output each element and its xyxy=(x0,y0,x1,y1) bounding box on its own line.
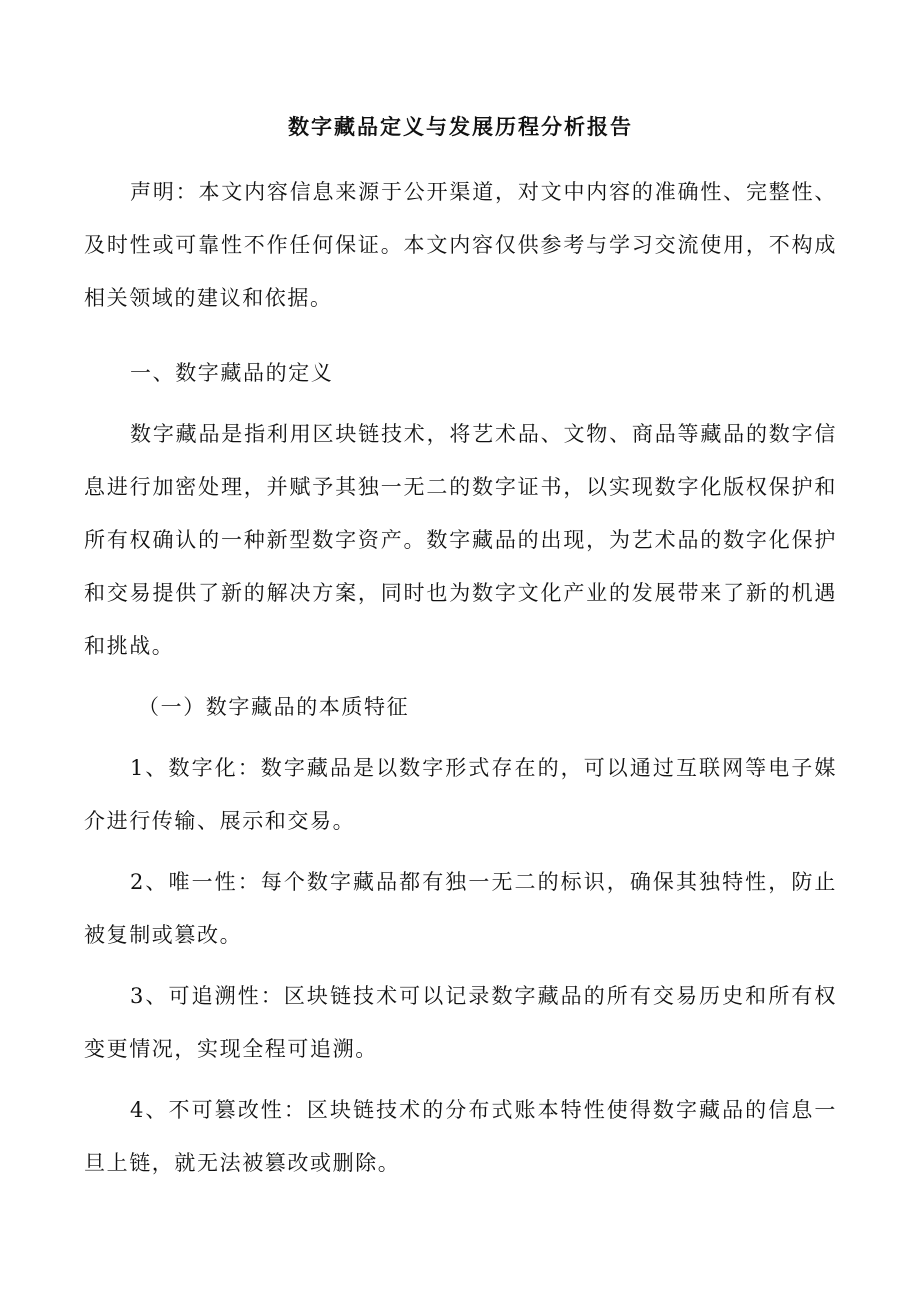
spacer xyxy=(84,1076,837,1084)
spacer xyxy=(84,325,837,347)
spacer xyxy=(84,848,837,856)
feature-item-traceability: 3、可追溯性：区块链技术可以记录数字藏品的所有交易历史和所有权变更情况，实现全程可追溯。 xyxy=(84,984,837,1061)
definition-paragraph: 数字藏品是指利用区块链技术，将艺术品、文物、商品等藏品的数字信息进行加密处理，并赋予其独一无二的数字证书，以实现数字化版权保护和所有权确认的一种新型数字资产。数字藏品的出现，为艺术品的数字化保护和交易提供了新的解决方案，同时也为数字文化产业的发展带来了新的机遇和挑战。 xyxy=(84,422,837,658)
section-heading-definition: 一、数字藏品的定义 xyxy=(130,361,334,385)
feature-item-uniqueness: 2、唯一性：每个数字藏品都有独一无二的标识，确保其独特性，防止被复制或篡改。 xyxy=(84,870,837,947)
spacer xyxy=(84,400,837,408)
subsection-heading-characteristics: （一）数字藏品的本质特征 xyxy=(138,695,410,719)
feature-item-immutability: 4、不可篡改性：区块链技术的分布式账本特性使得数字藏品的信息一旦上链，就无法被篡改或删除。 xyxy=(84,1098,837,1175)
disclaimer-paragraph: 声明：本文内容信息来源于公开渠道，对文中内容的准确性、完整性、及时性或可靠性不作任何保证。本文内容仅供参考与学习交流使用，不构成相关领域的建议和依据。 xyxy=(84,180,837,310)
document-page xyxy=(84,108,837,1190)
feature-item-digitalization: 1、数字化：数字藏品是以数字形式存在的，可以通过互联网等电子媒介进行传输、展示和交易。 xyxy=(84,756,837,833)
document-title: 数字藏品定义与发展历程分析报告 xyxy=(288,114,633,139)
spacer xyxy=(84,962,837,970)
spacer xyxy=(84,673,837,681)
spacer xyxy=(84,734,837,742)
